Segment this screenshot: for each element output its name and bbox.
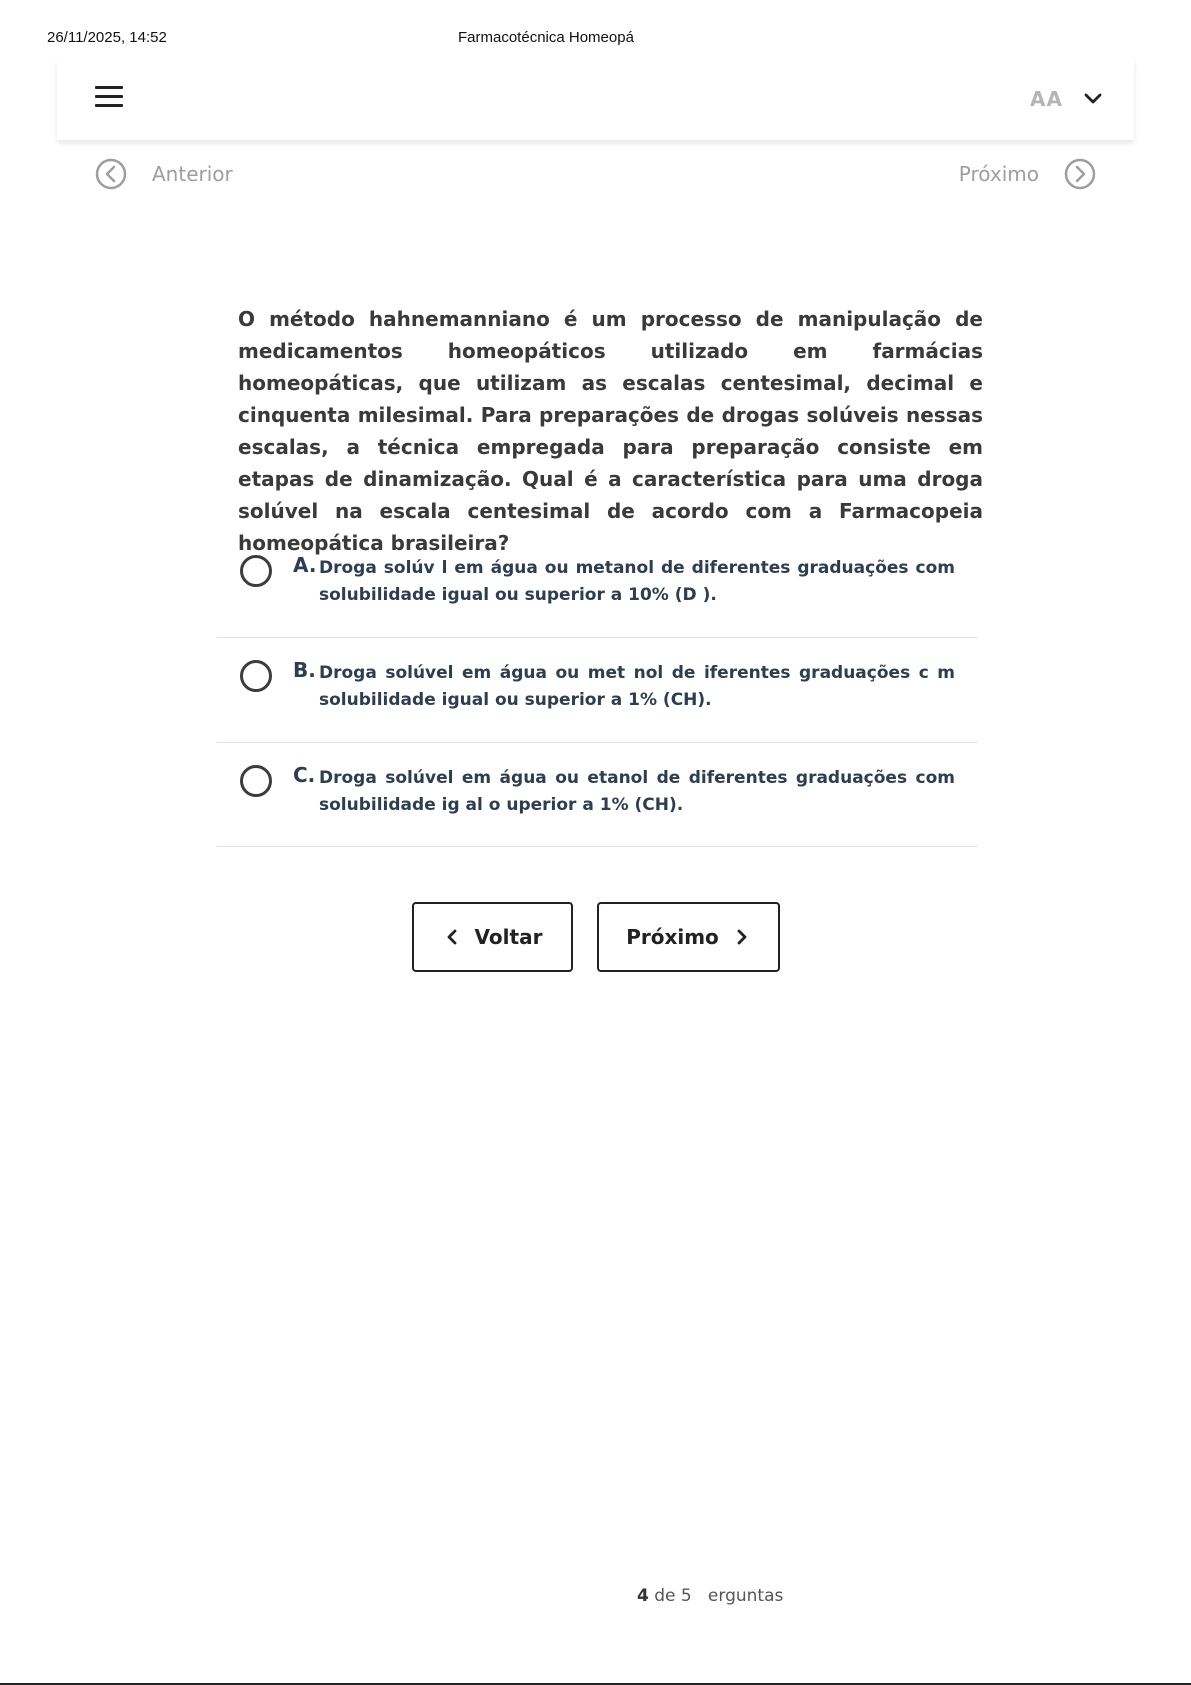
print-header: [0, 29, 1191, 49]
progress-current: 4: [637, 1586, 649, 1606]
print-title: Farmacotécnica Homeopá: [458, 29, 634, 46]
option-a[interactable]: [217, 533, 978, 638]
previous-link[interactable]: [95, 158, 233, 190]
radio-button[interactable]: [240, 660, 272, 692]
radio-button[interactable]: [240, 555, 272, 587]
next-button[interactable]: [597, 902, 780, 972]
radio-button[interactable]: [240, 765, 272, 797]
chevron-left-circle-icon: [95, 158, 127, 190]
option-c[interactable]: [217, 743, 978, 847]
chevron-down-icon: [1083, 89, 1103, 109]
question-progress: [637, 1586, 783, 1606]
back-button-label: Voltar: [474, 925, 543, 949]
back-button[interactable]: [412, 902, 573, 972]
option-letter: C.: [293, 763, 316, 787]
progress-rest: de 5 erguntas: [654, 1586, 784, 1606]
top-bar: [57, 60, 1134, 140]
question-text: O método hahnemanniano é um processo de manipulação de medicamentos homeopáticos utilizado em farmácias homeopáticas, que utilizam as escalas centesimal, decimal e cinquenta milesimal. Para preparações de drogas solúveis nessas escalas, a técnica empregada para preparação consiste em etapas de dinamização. Qual é a característica para uma droga solúvel na escala centesimal de acordo com a Farmacopeia homeopática brasileira?: [238, 307, 983, 555]
option-letter: A.: [293, 553, 317, 577]
next-link[interactable]: [959, 158, 1096, 190]
font-size-button[interactable]: [1030, 84, 1103, 114]
option-b[interactable]: [217, 638, 978, 743]
chevron-left-icon: [443, 928, 461, 946]
answer-options: [217, 533, 978, 847]
option-text: Droga solúvel em água ou etanol de diferentes graduações com solubilidade ig al o uperior a 1% (CH).: [319, 768, 955, 815]
option-text: Droga solúvel em água ou met nol de iferentes graduações c m solubilidade igual ou superior a 1% (CH).: [319, 663, 955, 710]
hamburger-menu-icon[interactable]: [95, 86, 123, 108]
chevron-right-icon: [733, 928, 751, 946]
option-letter: B.: [293, 658, 316, 682]
chevron-right-circle-icon: [1064, 158, 1096, 190]
next-label: Próximo: [958, 162, 1039, 186]
option-text: Droga solúv l em água ou metanol de diferentes graduações com solubilidade igual ou superior a 10% (D ).: [319, 558, 955, 605]
next-button-label: Próximo: [626, 925, 719, 949]
print-datetime: 26/11/2025, 14:52: [47, 29, 167, 46]
previous-label: Anterior: [152, 162, 233, 186]
font-size-label: AA: [1030, 87, 1063, 111]
question-nav: [0, 158, 1191, 194]
action-buttons: [0, 902, 1191, 974]
